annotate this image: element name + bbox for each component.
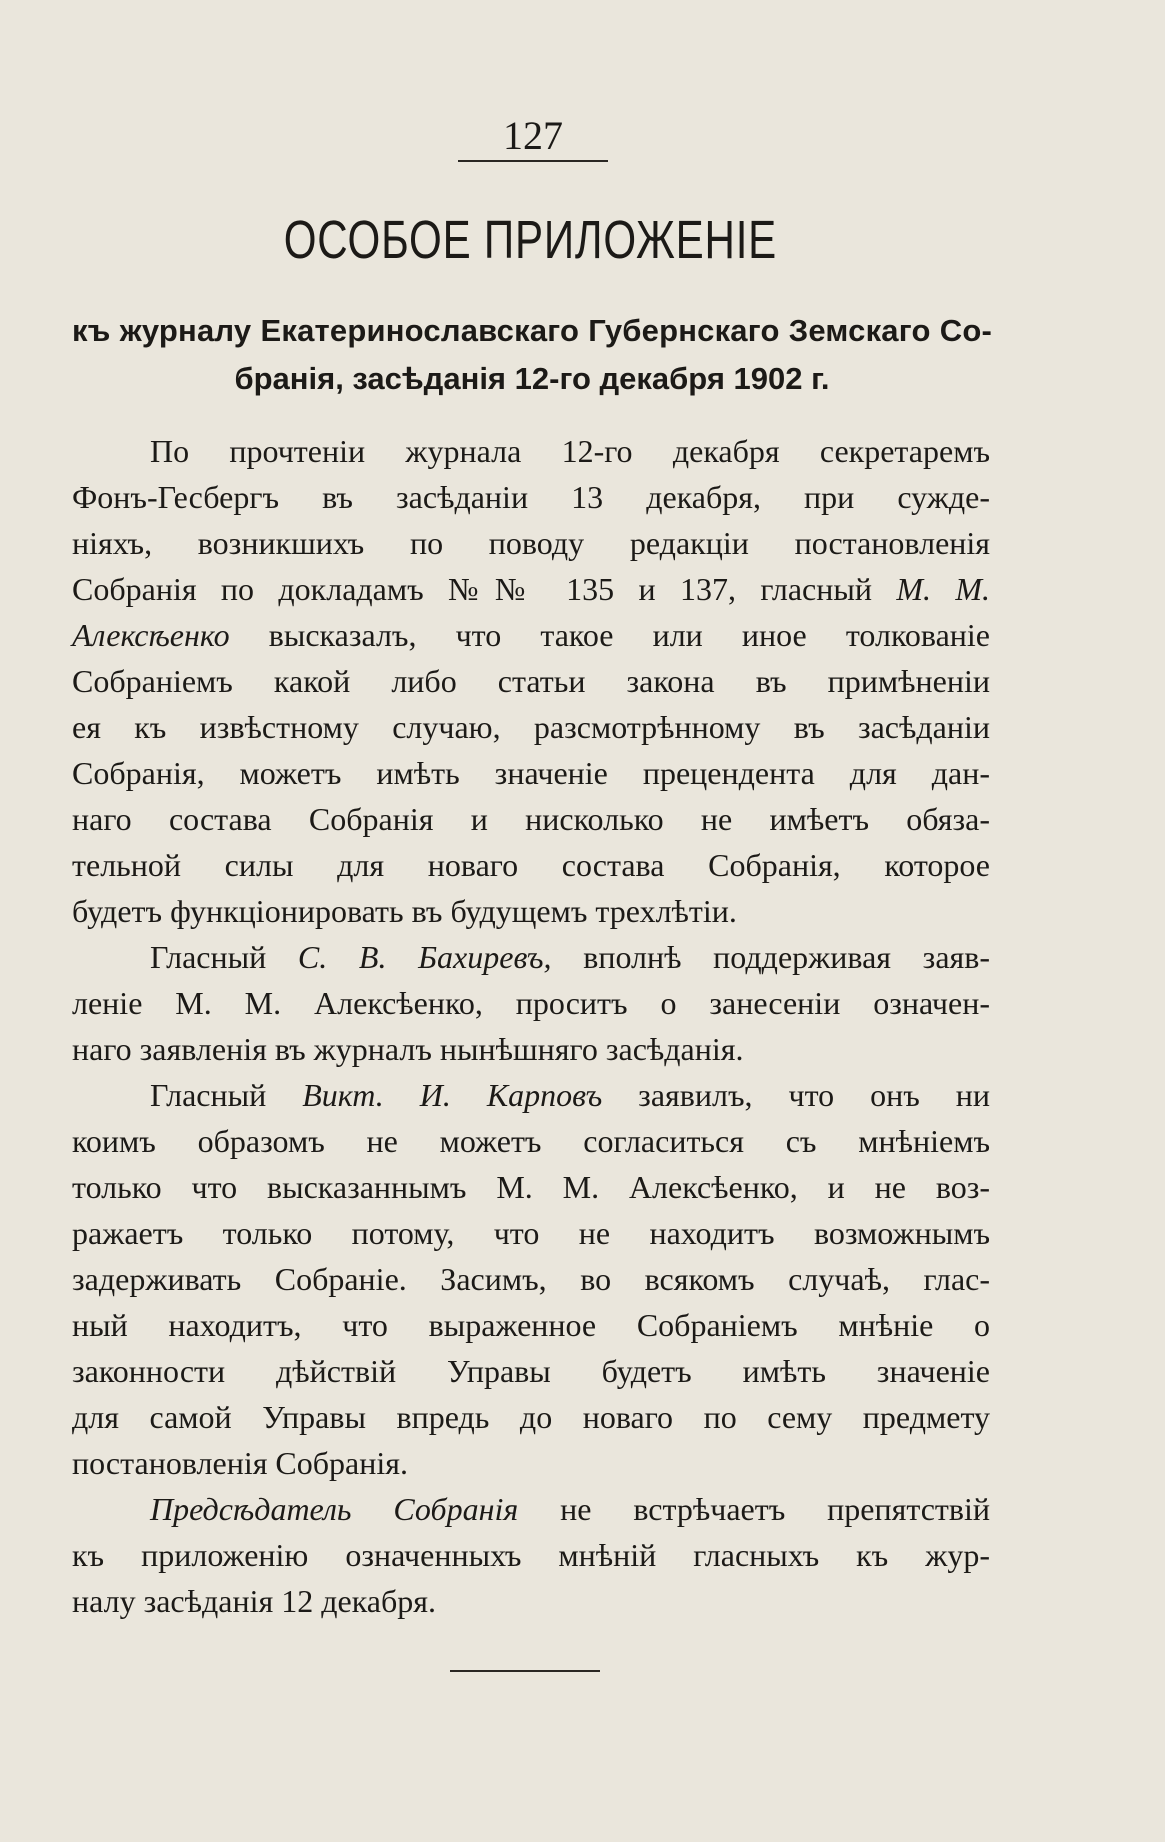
paragraph	[72, 934, 990, 1072]
text-line: наго состава Собранія и нисколько не имѣетъ обяза-	[72, 801, 990, 837]
appendix-title	[117, 206, 1026, 274]
text-line: законности дѣйствій Управы будетъ имѣть значеніе	[72, 1353, 990, 1389]
italic-name: Викт. И. Карповъ	[302, 1077, 603, 1113]
text-line: коимъ образомъ не можетъ согласиться съ мнѣніемъ	[72, 1123, 990, 1159]
text-line: Собранія по докладамъ №№ 135 и 137, гласный М. М.	[72, 571, 991, 607]
text-line: По прочтеніи журнала 12-го декабря секретаремъ	[150, 433, 990, 469]
paragraph	[72, 1486, 990, 1624]
text-line: ніяхъ, возникшихъ по поводу редакціи постановленія	[72, 525, 990, 561]
end-rule	[450, 1670, 600, 1672]
text-line: налу засѣданія 12 декабря.	[72, 1583, 436, 1619]
subtitle-line-1: къ журналу Екатеринославскаго Губернскаго Земскаго Со-	[72, 313, 992, 348]
text-line: тельной силы для новаго состава Собранія, которое	[72, 847, 990, 883]
text-line: наго заявленія въ журналъ нынѣшняго засѣданія.	[72, 1031, 744, 1067]
page-number-rule	[458, 160, 608, 162]
text-line: Собранія, можетъ имѣть значеніе прецендента для дан-	[72, 755, 990, 791]
text-line: къ приложенію означенныхъ мнѣній гласныхъ къ жур-	[72, 1537, 990, 1573]
text-line: только что высказаннымъ М. М. Алексѣенко, и не воз-	[72, 1169, 990, 1205]
text-line: ея къ извѣстному случаю, разсмотрѣнному въ засѣданіи	[72, 709, 990, 745]
text-line: для самой Управы впредь до новаго по сему предмету	[72, 1399, 990, 1435]
text-line: Предсѣдатель Собранія не встрѣчаетъ препятствій	[150, 1491, 990, 1527]
subtitle-line-2: бранія, засѣданія 12-го декабря 1902 г.	[234, 361, 830, 396]
italic-name: М. М.	[896, 571, 991, 607]
text-line: ражаетъ только потому, что не находитъ возможнымъ	[72, 1215, 990, 1251]
paragraph	[72, 428, 990, 934]
appendix-title-text: ОСОБОЕ ПРИЛОЖЕНІЕ	[283, 210, 778, 270]
page-number: 127	[503, 113, 563, 158]
text-line: Гласный Викт. И. Карповъ заявилъ, что онъ ни	[150, 1077, 991, 1113]
paragraph	[72, 1072, 990, 1486]
italic-name: С. В. Бахиревъ,	[297, 939, 552, 975]
text-line: задерживать Собраніе. Засимъ, во всякомъ случаѣ, глас-	[72, 1261, 990, 1297]
body-text	[72, 428, 990, 1624]
text-line: Фонъ-Гесбергъ въ засѣданіи 13 декабря, при сужде-	[72, 479, 990, 515]
text-line: постановленія Собранія.	[72, 1445, 408, 1481]
text-line: леніе М. М. Алексѣенко, проситъ о занесеніи означен-	[72, 985, 990, 1021]
text-line: ный находитъ, что выраженное Собраніемъ мнѣніе о	[72, 1307, 990, 1343]
text-line: Собраніемъ какой либо статьи закона въ примѣненіи	[72, 663, 990, 699]
italic-name: Предсѣдатель Собранія	[150, 1491, 519, 1527]
text-line: Алексѣенко высказалъ, что такое или иное толкованіе	[72, 617, 990, 653]
text-line: Гласный С. В. Бахиревъ, вполнѣ поддерживая заяв-	[150, 939, 991, 975]
text-line: будетъ функціонировать въ будущемъ трехлѣтіи.	[72, 893, 737, 929]
italic-name: Алексѣенко	[72, 617, 230, 653]
